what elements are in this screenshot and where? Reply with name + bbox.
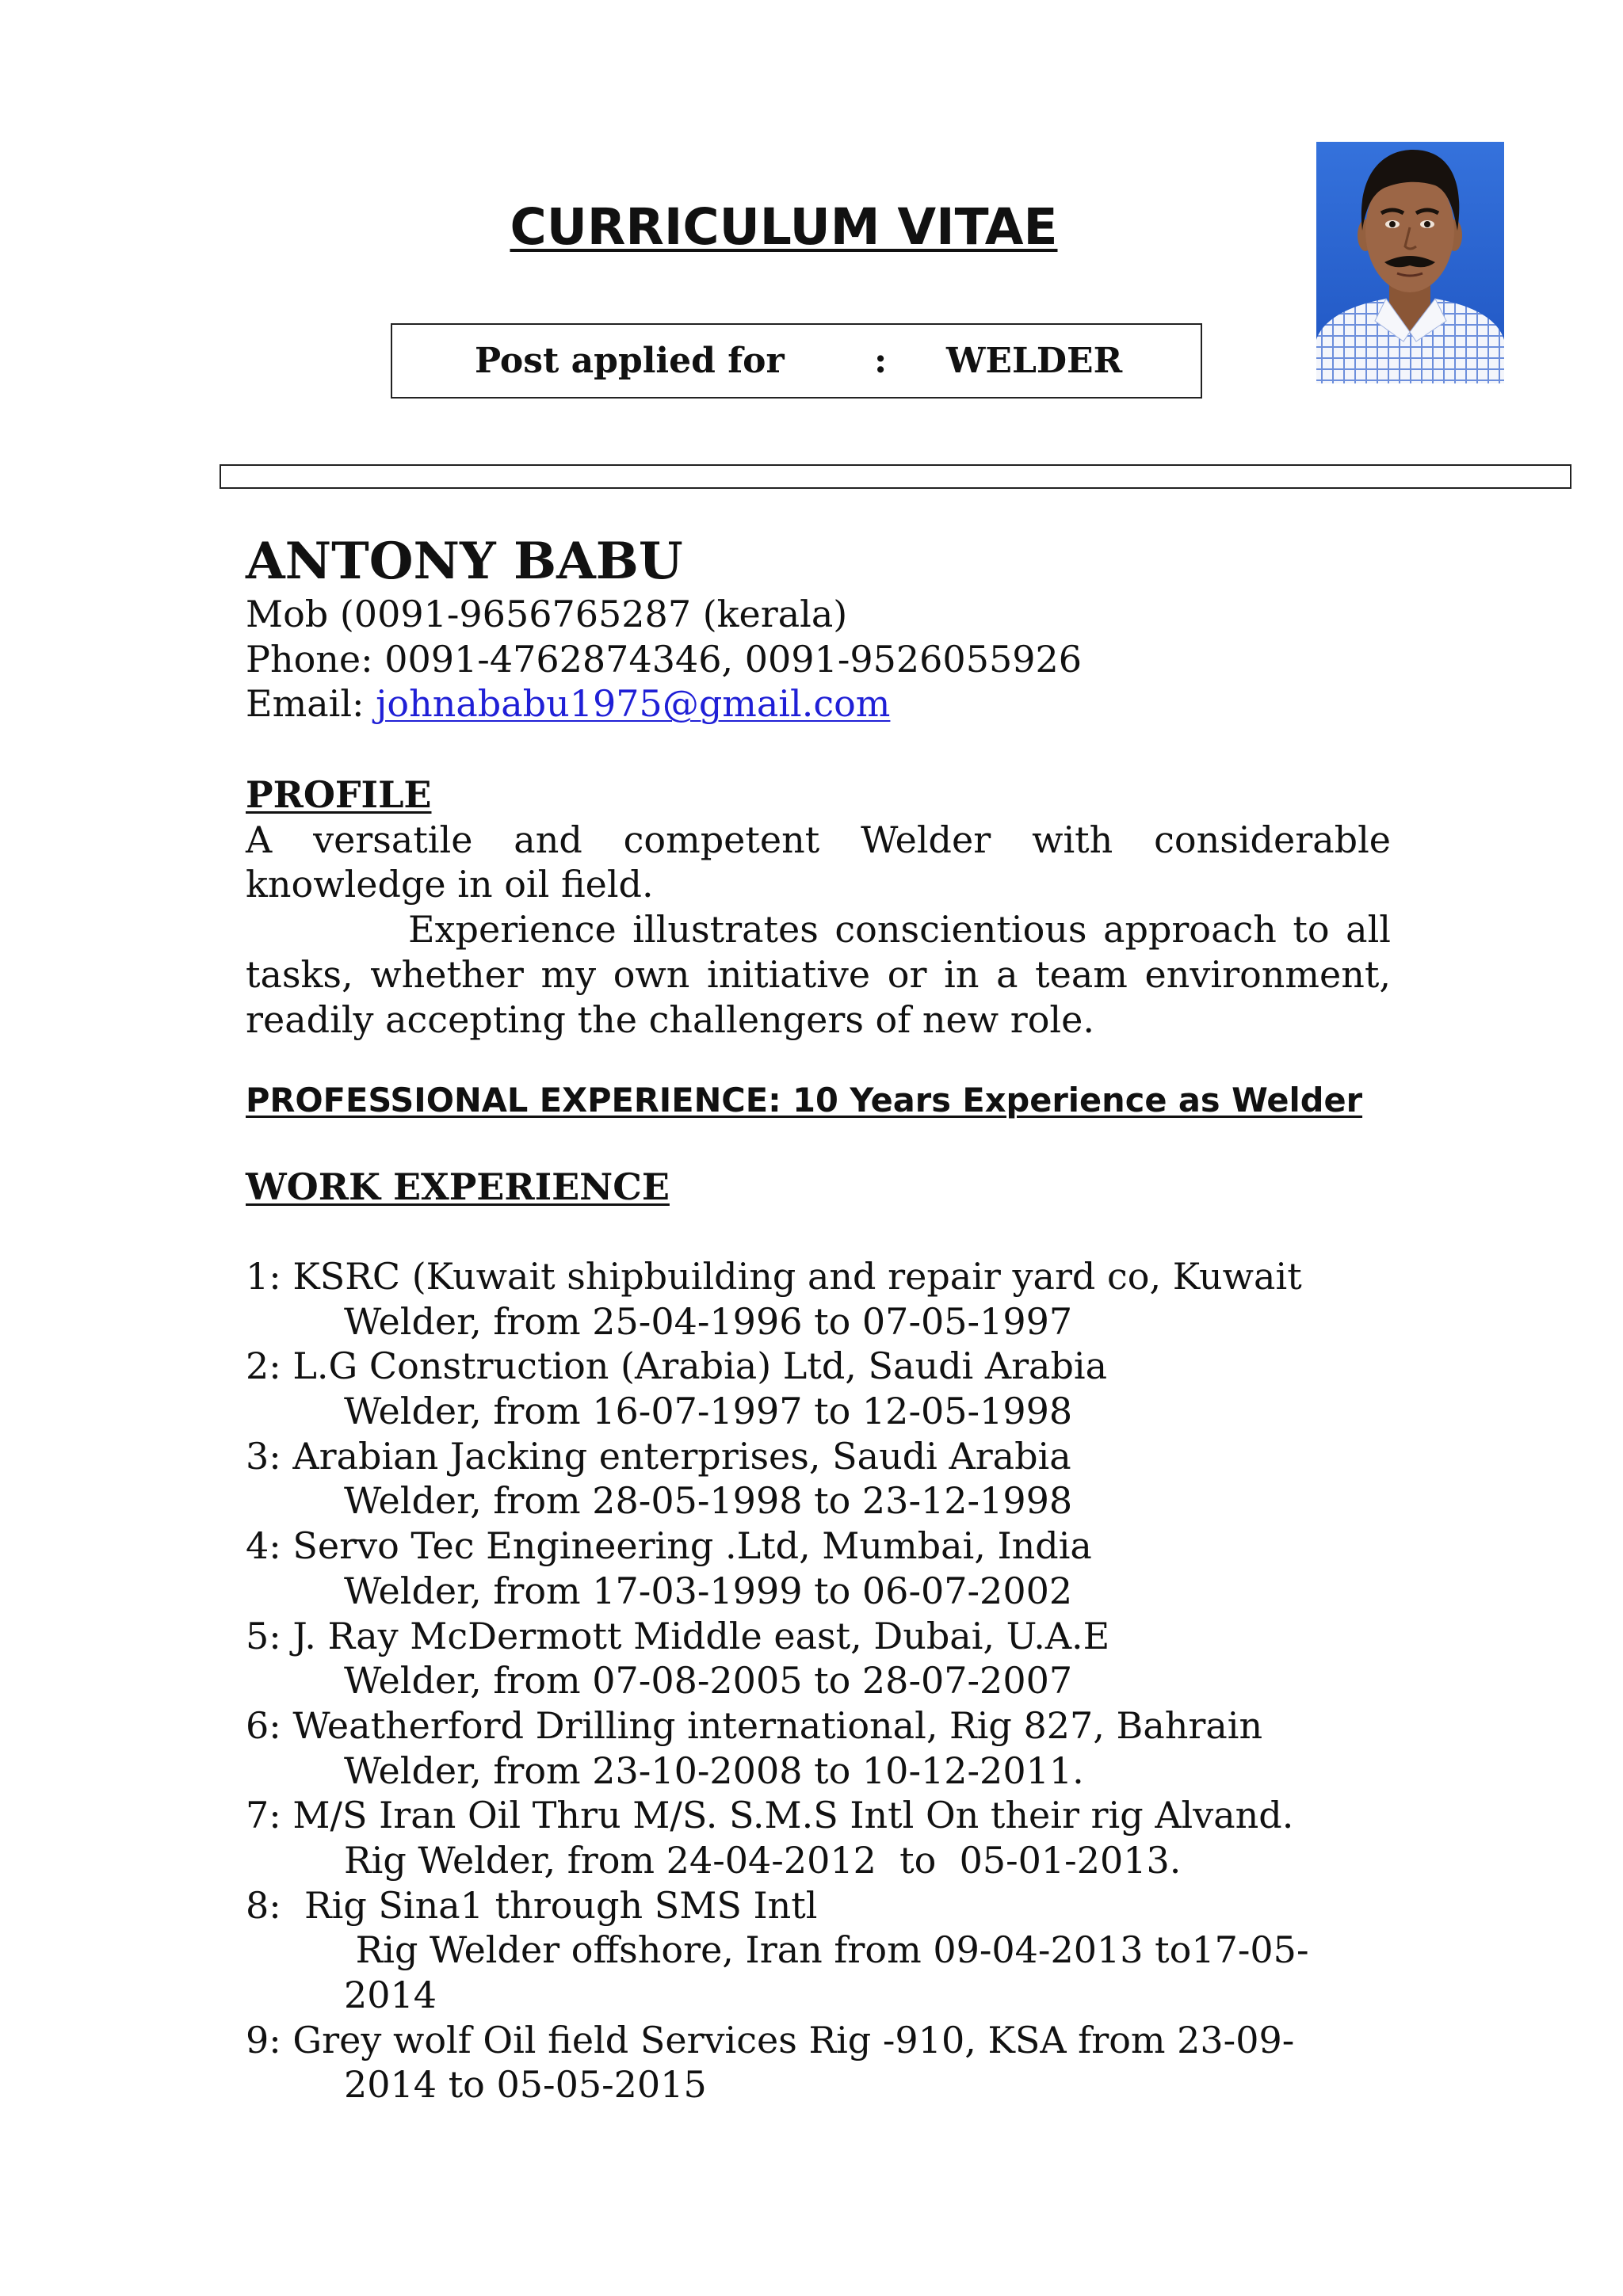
work-item: [246, 1254, 1309, 1344]
work-item-detail: 2014: [344, 1974, 437, 2016]
work-item-employer: 4: Servo Tec Engineering .Ltd, Mumbai, India: [246, 1524, 1092, 1568]
work-item: [246, 1703, 1309, 1793]
work-item: [246, 1344, 1309, 1433]
post-applied-box: [391, 323, 1202, 399]
work-item-detail: Welder, from 17-03-1999 to 06-07-2002: [344, 1569, 1073, 1612]
work-item-detail: Rig Welder, from 24-04-2012 to 05-01-2013.: [344, 1838, 1182, 1882]
work-item-employer: 9: Grey wolf Oil field Services Rig -910, KSA from 23-09-: [246, 2018, 1295, 2061]
work-item-employer: 6: Weatherford Drilling international, Rig 827, Bahrain: [246, 1703, 1263, 1747]
profile-section: [246, 772, 1391, 1042]
work-item-detail: Welder, from 23-10-2008 to 10-12-2011.: [344, 1749, 1084, 1792]
work-item-detail: Welder, from 16-07-1997 to 12-05-1998: [344, 1390, 1073, 1433]
work-item-employer: 8: Rig Sina1 through SMS Intl: [246, 1883, 818, 1927]
work-experience-section-title: [246, 1165, 670, 1210]
profile-heading: PROFILE: [246, 773, 432, 816]
post-applied-value: WELDER: [946, 341, 1123, 381]
work-item: [246, 1883, 1309, 2018]
post-applied-label: Post applied for: [475, 341, 785, 381]
profile-paragraph: Experience illustrates conscientious approach to all tasks, whether my own initiative or in a team environment, readily accepting the challengers of new role.: [246, 908, 1391, 1041]
contact-email-label: Email:: [246, 682, 376, 726]
work-experience-list: [246, 1254, 1309, 2107]
profile-photo-image: [1316, 142, 1504, 383]
work-item-detail: Rig Welder offshore, Iran from 09-04-2013 to17-05-: [344, 1928, 1309, 1972]
work-item-detail: 2014 to 05-05-2015: [344, 2063, 707, 2107]
work-item-employer: 1: KSRC (Kuwait shipbuilding and repair yard co, Kuwait: [246, 1255, 1302, 1298]
post-applied-separator: :: [874, 341, 888, 381]
work-item: [246, 1434, 1309, 1524]
work-item-detail: Welder, from 28-05-1998 to 23-12-1998: [344, 1479, 1073, 1523]
section-divider-box: [220, 464, 1571, 489]
professional-experience-heading: PROFESSIONAL EXPERIENCE: 10 Years Experience as Welder: [246, 1081, 1363, 1119]
work-item-employer: 7: M/S Iran Oil Thru M/S. S.M.S Intl On their rig Alvand.: [246, 1794, 1294, 1837]
email-link[interactable]: johnababu1975@gmail.com: [376, 682, 891, 726]
candidate-name: ANTONY BABU: [246, 532, 683, 591]
work-item-employer: 2: L.G Construction (Arabia) Ltd, Saudi Arabia: [246, 1344, 1108, 1388]
work-item: [246, 2018, 1309, 2107]
document-title: CURRICULUM VITAE: [510, 198, 1058, 256]
work-experience-heading: WORK EXPERIENCE: [246, 1165, 670, 1208]
work-item-detail: Welder, from 25-04-1996 to 07-05-1997: [344, 1299, 1073, 1343]
work-item-detail: Welder, from 07-08-2005 to 28-07-2007: [344, 1659, 1073, 1703]
work-item-employer: 3: Arabian Jacking enterprises, Saudi Arabia: [246, 1434, 1071, 1478]
contact-email-line: [246, 681, 1082, 727]
work-item: [246, 1614, 1309, 1703]
contact-mobile: Mob (0091-9656765287 (kerala): [246, 593, 848, 635]
profile-photo: [1316, 142, 1504, 383]
work-item: [246, 1793, 1309, 1882]
profile-paragraph: A versatile and competent Welder with considerable knowledge in oil field.: [246, 818, 1391, 906]
work-item: [246, 1524, 1309, 1613]
contact-phone: Phone: 0091-4762874346, 0091-9526055926: [246, 637, 1083, 681]
work-item-employer: 5: J. Ray McDermott Middle east, Dubai, U.A.E: [246, 1614, 1110, 1657]
contact-block: [246, 592, 1082, 727]
